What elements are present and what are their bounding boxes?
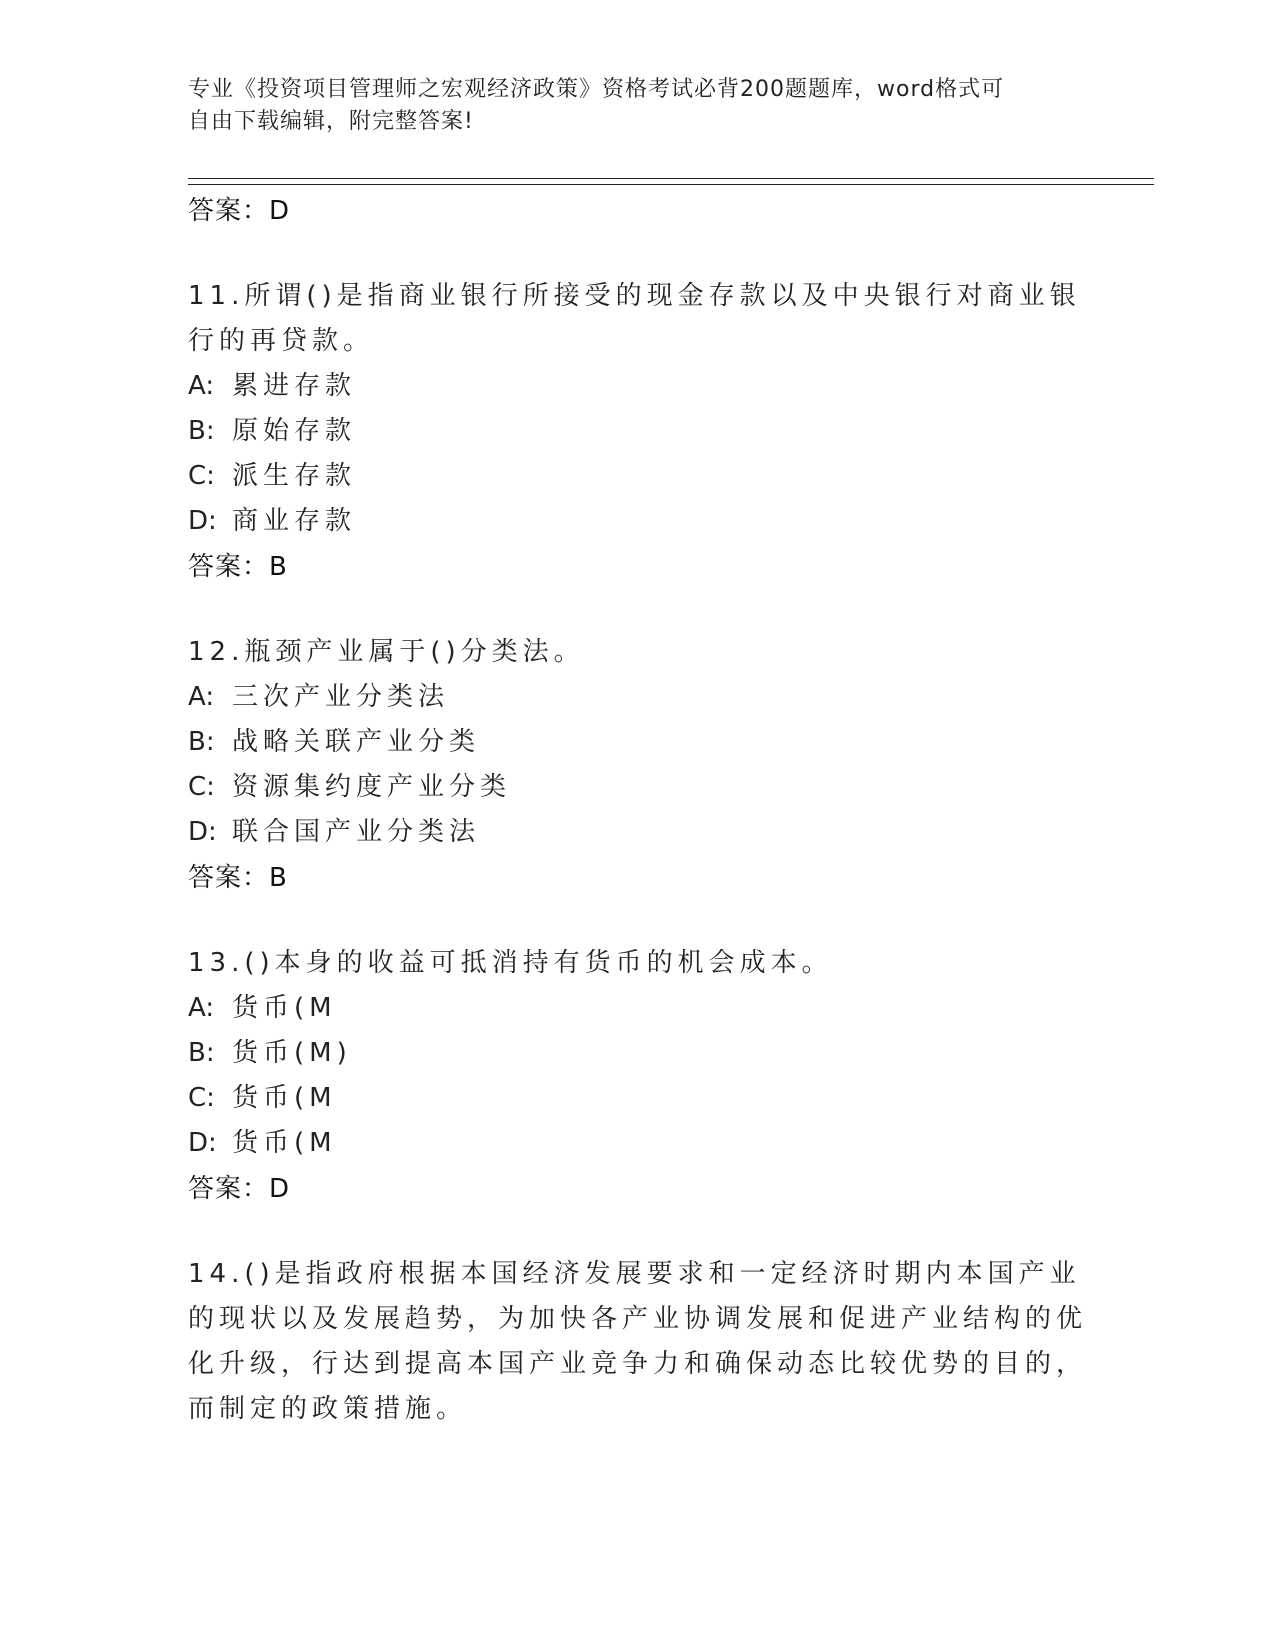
- answer: 答案：B: [188, 552, 288, 582]
- header-line-1: 专业《投资项目管理师之宏观经济政策》资格考试必背200题题库，word格式可: [188, 77, 1005, 102]
- option-letter: A:: [188, 682, 215, 712]
- option-letter: C:: [188, 461, 215, 491]
- option-text: 原始存款: [232, 416, 357, 446]
- option-letter: A:: [188, 993, 215, 1023]
- document-header: [188, 74, 1088, 138]
- option-text: 累进存款: [232, 371, 357, 401]
- option-letter: D:: [188, 506, 217, 536]
- question-stem: 12.瓶颈产业属于()分类法。: [188, 637, 585, 667]
- question-14: [188, 1252, 1088, 1432]
- option-letter: B:: [188, 727, 215, 757]
- option-b: [188, 1031, 1088, 1076]
- option-text: 三次产业分类法: [232, 682, 450, 712]
- option-b: [188, 720, 1088, 765]
- answer: 答案：B: [188, 863, 288, 893]
- option-d: [188, 810, 1088, 855]
- option-letter: D:: [188, 817, 217, 847]
- option-text: 货币(M): [232, 1038, 352, 1068]
- option-text: 商业存款: [232, 506, 357, 536]
- header-line-2: 自由下载编辑，附完整答案!: [188, 109, 474, 134]
- option-b: [188, 409, 1088, 454]
- option-text: 货币(M: [232, 1083, 337, 1113]
- option-letter: D:: [188, 1128, 217, 1158]
- answer-previous: 答案：D: [188, 196, 291, 226]
- option-text: 联合国产业分类法: [232, 817, 481, 847]
- question-stem: 11.所谓()是指商业银行所接受的现金存款以及中央银行对商业银行的再贷款。: [188, 281, 1081, 356]
- option-text: 资源集约度产业分类: [232, 772, 512, 802]
- question-stem: 13.()本身的收益可抵消持有货币的机会成本。: [188, 948, 833, 978]
- option-text: 货币(M: [232, 993, 337, 1023]
- option-text: 战略关联产业分类: [232, 727, 481, 757]
- option-a: [188, 986, 1088, 1031]
- option-d: [188, 1121, 1088, 1166]
- option-c: [188, 1076, 1088, 1121]
- question-11: [188, 274, 1088, 590]
- option-text: 派生存款: [232, 461, 357, 491]
- question-stem: 14.()是指政府根据本国经济发展要求和一定经济时期内本国产业的现状以及发展趋势，为加快各产业协调发展和促进产业结构的优化升级，行达到提高本国产业竞争力和确保动态比较优势的目的，而制定的政策措施。: [188, 1259, 1088, 1424]
- option-letter: A:: [188, 371, 215, 401]
- option-c: [188, 454, 1088, 499]
- option-letter: C:: [188, 1083, 215, 1113]
- answer: 答案：D: [188, 1174, 291, 1204]
- option-letter: B:: [188, 1038, 215, 1068]
- document-body: [188, 188, 1088, 1432]
- header-divider: [188, 178, 1154, 185]
- question-12: [188, 630, 1088, 901]
- option-letter: B:: [188, 416, 215, 446]
- option-text: 货币(M: [232, 1128, 337, 1158]
- option-a: [188, 364, 1088, 409]
- question-13: [188, 941, 1088, 1212]
- option-c: [188, 765, 1088, 810]
- option-a: [188, 675, 1088, 720]
- option-d: [188, 499, 1088, 544]
- option-letter: C:: [188, 772, 215, 802]
